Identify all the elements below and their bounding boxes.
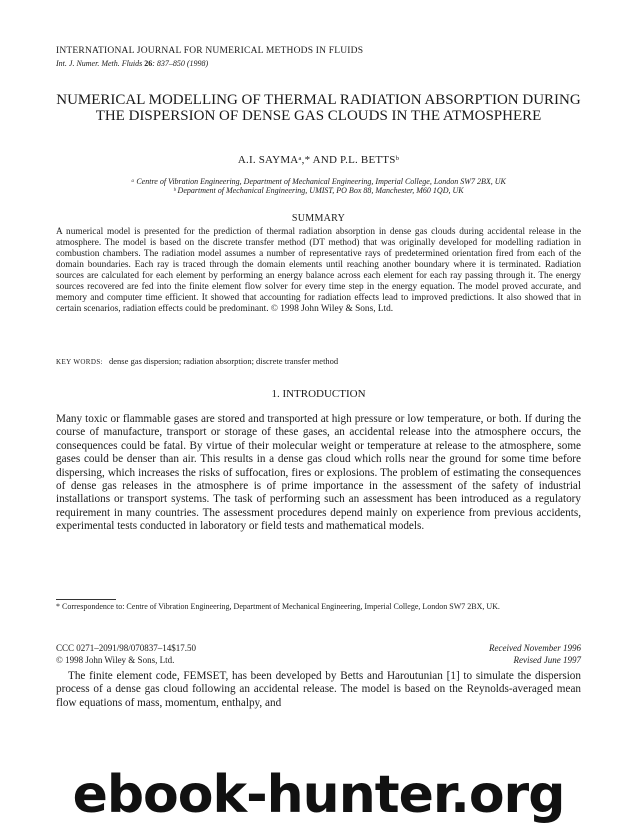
authors: A.I. SAYMAᵃ,* AND P.L. BETTSᵇ [237, 154, 400, 166]
affiliation-a: ᵃ Centre of Vibration Engineering, Department of Mechanical Engineering, Imperial College, London SW7 2BX, UK [131, 177, 506, 186]
citation-suffix: : 837–850 (1998) [152, 59, 209, 68]
copyright: © 1998 John Wiley & Sons, Ltd. [56, 655, 175, 665]
keywords-label: KEY WORDS: [56, 358, 103, 366]
affiliation-b: ᵇ Department of Mechanical Engineering, UMIST, PO Box 88, Manchester, M60 1QD, UK [173, 186, 464, 195]
introduction-body-continued [56, 670, 581, 710]
keywords-text: dense gas dispersion; radiation absorption; discrete transfer method [108, 356, 339, 366]
citation-prefix: Int. J. Numer. Meth. Fluids [56, 59, 143, 68]
revised-date: Revised June 1997 [513, 655, 581, 665]
footnote-divider [56, 599, 116, 600]
keywords [56, 356, 338, 366]
publisher-info [56, 642, 196, 666]
received-date: Received November 1996 [489, 643, 581, 653]
section-heading-introduction: 1. INTRODUCTION [271, 388, 366, 400]
journal-name: INTERNATIONAL JOURNAL FOR NUMERICAL METHODS IN FLUIDS [56, 46, 364, 56]
watermark: ebook-hunter.org [72, 765, 565, 825]
correspondence-footnote: * Correspondence to: Centre of Vibration Engineering, Department of Mechanical Engineering, Imperial College, London SW7 2BX, UK. [56, 602, 500, 611]
summary-heading: SUMMARY [291, 213, 346, 224]
abstract-text: A numerical model is presented for the prediction of thermal radiation absorption in dense gas clouds during accidental release in the atmosphere. The model is based on the discrete transfer method (DT method) that was originally developed for modelling radiation in combustion chambers. The radiation model assumes a number of representative rays of predetermined orientation fired from each of the domain boundaries. Each ray is traced through the domain elements until reaching another boundary where it is terminated. Radiation sources are calculated for each element by performing an energy balance across each element for each ray passing through it. The energy sources recovered are fed into the finite element flow solver for every time step in the energy equation. The model proved accurate, and memory and computer time efficient. It showed that accounting for radiation effects lead to improved predictions. It also showed that in certain scenarios, radiation effects could be predominant. © 1998 John Wiley & Sons, Ltd. [56, 227, 581, 314]
intro-paragraph-1: Many toxic or flammable gases are stored and transported at high pressure or low temperature, or both. If during the course of manufacture, transport or storage of these gases, an accidental release into the atmosphere occurs, the consequences could be fatal. By virtue of their molecular weight or temperature at release to the atmosphere, some gases could be denser than air. This results in a dense gas cloud which rolls near the ground for some time before dispersing, which increases the risks of suffocation, fires or explosions. The problem of estimating the consequences of dense gas releases in the atmosphere is of prime importance in the assessment of the safety of industrial installations or transport systems. The task of performing such an assessment has been introduced as a regulatory requirement in many countries. The assessment procedures depend mainly on experience from previous accidents, experimental tests conducted in laboratory or field tests and mathematical models. [56, 413, 581, 533]
paper-title: NUMERICAL MODELLING OF THERMAL RADIATION ABSORPTION DURING THE DISPERSION OF DENSE GAS CLOUDS IN THE ATMOSPHERE [56, 92, 581, 124]
introduction-body [56, 413, 581, 534]
citation-volume: 26 [144, 59, 153, 68]
journal-citation [56, 59, 208, 68]
intro-paragraph-2: The finite element code, FEMSET, has been developed by Betts and Haroutunian [1] to simulate the dispersion process of a dense gas cloud following an accidental release. The model is based on the Reynolds-averaged mean flow equations of mass, momentum, enthalpy, and [56, 670, 581, 709]
ccc-code: CCC 0271–2091/98/070837–14$17.50 [56, 643, 197, 653]
received-dates [489, 642, 581, 666]
